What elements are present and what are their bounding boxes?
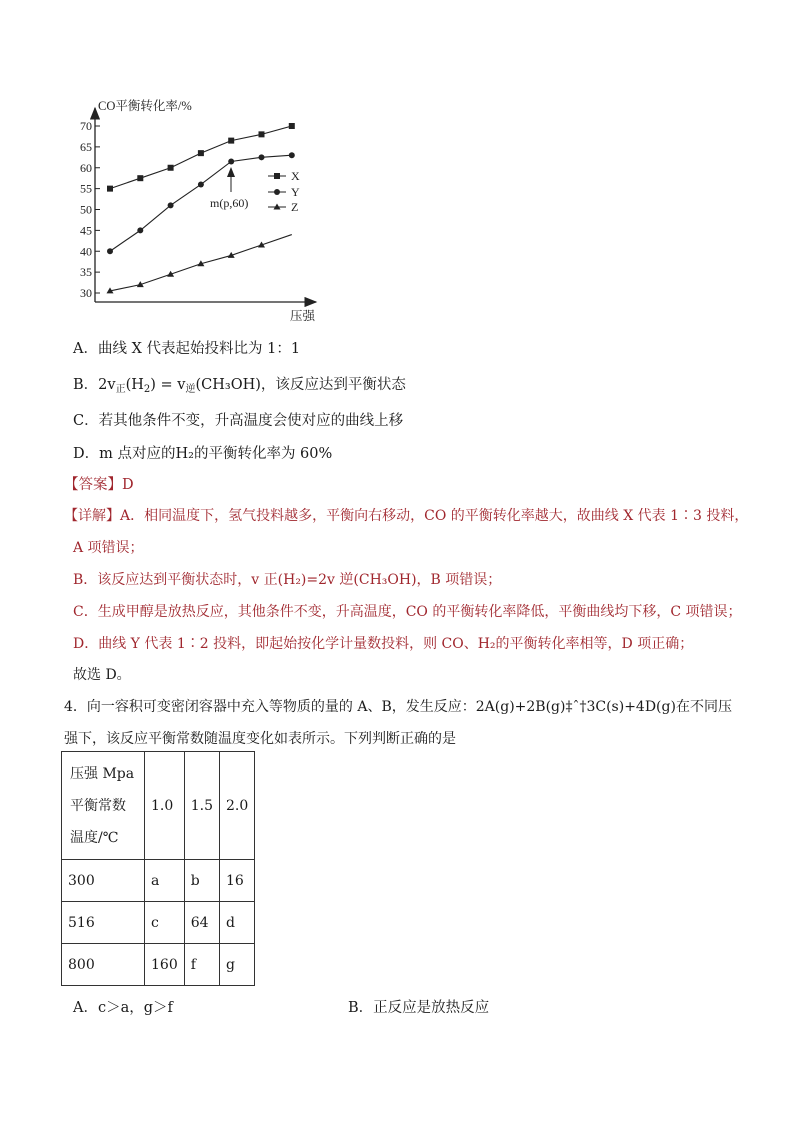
y-tick-label: 40	[80, 244, 92, 259]
data-point-y	[107, 248, 113, 254]
explanation-a-line1: 【详解】A．相同温度下，氢气投料越多，平衡向右移动，CO 的平衡转化率越大，故曲线 X 代表 1∶3 投料，	[64, 508, 749, 524]
y-tick-label: 55	[80, 181, 92, 196]
x-axis-label: 压强	[290, 309, 316, 323]
q4-option-a: A．c＞a，g＞f	[73, 1000, 173, 1016]
option-a: A．曲线 X 代表起始投料比为 1：1	[73, 341, 301, 357]
answer: 【答案】D	[64, 477, 134, 493]
legend-label-y: Y	[291, 185, 300, 199]
option-c: C．若其他条件不变，升高温度会使对应的曲线上移	[73, 413, 404, 429]
explanation-b: B．该反应达到平衡状态时，v 正(H₂)=2v 逆(CH₃OH)，B 项错误；	[73, 572, 502, 588]
question-4-stem-line2: 强下，该反应平衡常数随温度变化如表所示。下列判断正确的是	[64, 731, 456, 747]
data-point-x	[198, 150, 204, 156]
table-cell: 16	[220, 860, 255, 902]
series-line-y	[110, 155, 292, 251]
data-point-y	[289, 152, 295, 158]
data-point-x	[289, 123, 295, 129]
y-tick-label: 50	[80, 202, 92, 217]
table-cell: f	[184, 944, 219, 986]
table-cell: 160	[145, 944, 185, 986]
co-conversion-chart	[60, 90, 340, 330]
table-row	[62, 944, 255, 986]
legend-label-z: Z	[291, 200, 299, 214]
legend-label-x: X	[291, 169, 300, 183]
pressure-2-0: 2.0	[220, 752, 255, 860]
y-tick-label: 65	[80, 139, 92, 154]
table-cell: d	[220, 902, 255, 944]
table-cell-temp: 516	[62, 902, 145, 944]
pressure-1-0: 1.0	[145, 752, 185, 860]
table-cell: b	[184, 860, 219, 902]
y-tick-label: 35	[80, 265, 92, 280]
table-cell: c	[145, 902, 185, 944]
data-point-y	[228, 158, 234, 164]
data-point-y	[198, 181, 204, 187]
data-point-y	[137, 227, 143, 233]
table-header-cell: 压强 Mpa 平衡常数 温度/℃	[62, 752, 145, 860]
legend-marker-x	[274, 173, 280, 179]
annotation-m-point: m(p,60)	[210, 196, 249, 210]
legend	[268, 169, 300, 214]
data-point-x	[228, 138, 234, 144]
explanation-conclusion: 故选 D。	[73, 667, 131, 683]
data-point-x	[168, 165, 174, 171]
table-row	[62, 860, 255, 902]
y-tick-label: 30	[80, 286, 92, 300]
explanation-d: D．曲线 Y 代表 1∶2 投料，即起始按化学计量数投料，则 CO、H₂的平衡转化率相等，D 项正确；	[73, 636, 694, 652]
data-point-x	[107, 186, 113, 192]
explanation-c: C．生成甲醇是放热反应，其他条件不变，升高温度，CO 的平衡转化率降低，平衡曲线均下移，C 项错误；	[73, 604, 742, 620]
data-point-y	[168, 202, 174, 208]
table-header-row	[62, 752, 255, 860]
data-point-y	[259, 154, 265, 160]
question-4-stem-line1: 4．向一容积可变密闭容器中充入等物质的量的 A、B，发生反应：2A(g)+2B(g)‡ˆ†3C(s)+4D(g)在不同压	[64, 699, 732, 715]
table-row	[62, 902, 255, 944]
pressure-1-5: 1.5	[184, 752, 219, 860]
equilibrium-constant-table	[61, 751, 255, 986]
explanation-a-line2: A 项错误；	[73, 540, 144, 556]
y-axis-label: CO平衡转化率/%	[98, 99, 192, 113]
y-tick-label: 60	[80, 160, 92, 175]
y-tick-label: 70	[80, 119, 92, 133]
option-d: D．m 点对应的H₂的平衡转化率为 60%	[73, 446, 333, 462]
table-cell: 64	[184, 902, 219, 944]
table-cell-temp: 800	[62, 944, 145, 986]
table-cell: a	[145, 860, 185, 902]
option-b: B．$2v_正(H_2) = v_逆(CH_3OH)$，该反应达到平衡状态	[73, 377, 406, 395]
table-cell: g	[220, 944, 255, 986]
data-point-x	[259, 131, 265, 137]
y-tick-label: 45	[80, 223, 92, 238]
legend-marker-y	[274, 189, 280, 195]
q4-option-b: B．正反应是放热反应	[348, 1000, 490, 1016]
table-cell-temp: 300	[62, 860, 145, 902]
data-point-x	[137, 175, 143, 181]
